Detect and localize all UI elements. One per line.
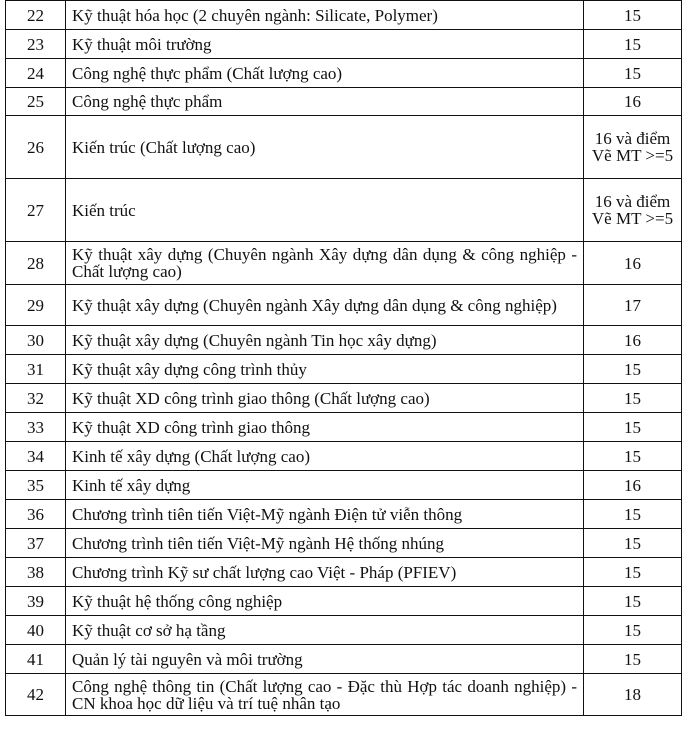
cutoff-score: 15 — [584, 1, 682, 30]
program-name: Kỹ thuật xây dựng (Chuyên ngành Xây dựng dân dụng & công nghiệp) — [66, 285, 584, 326]
admission-score-table — [5, 0, 682, 716]
table-row — [6, 587, 682, 616]
cutoff-score: 15 — [584, 587, 682, 616]
row-number: 37 — [6, 529, 66, 558]
row-number: 32 — [6, 384, 66, 413]
row-number: 38 — [6, 558, 66, 587]
table-row — [6, 413, 682, 442]
row-number: 35 — [6, 471, 66, 500]
program-name: Chương trình Kỹ sư chất lượng cao Việt - Pháp (PFIEV) — [66, 558, 584, 587]
row-number: 42 — [6, 674, 66, 716]
program-name: Kỹ thuật xây dựng (Chuyên ngành Xây dựng dân dụng & công nghiệp - Chất lượng cao) — [66, 242, 584, 285]
cutoff-score: 15 — [584, 558, 682, 587]
row-number: 34 — [6, 442, 66, 471]
row-number: 24 — [6, 59, 66, 88]
cutoff-score: 15 — [584, 529, 682, 558]
row-number: 36 — [6, 500, 66, 529]
cutoff-score: 15 — [584, 500, 682, 529]
row-number: 25 — [6, 88, 66, 116]
row-number: 39 — [6, 587, 66, 616]
table-row — [6, 529, 682, 558]
program-name: Quản lý tài nguyên và môi trường — [66, 645, 584, 674]
table-row — [6, 500, 682, 529]
table-row — [6, 116, 682, 179]
table-row — [6, 326, 682, 355]
program-name: Công nghệ thực phẩm (Chất lượng cao) — [66, 59, 584, 88]
cutoff-score: 16 — [584, 471, 682, 500]
table-row — [6, 179, 682, 242]
table-row — [6, 384, 682, 413]
cutoff-score: 15 — [584, 645, 682, 674]
program-name: Kiến trúc — [66, 179, 584, 242]
row-number: 22 — [6, 1, 66, 30]
table-row — [6, 471, 682, 500]
program-name: Kinh tế xây dựng — [66, 471, 584, 500]
table-row — [6, 1, 682, 30]
table-row — [6, 558, 682, 587]
cutoff-score: 16 và điểm Vẽ MT >=5 — [584, 116, 682, 179]
table-row — [6, 674, 682, 716]
program-name: Kinh tế xây dựng (Chất lượng cao) — [66, 442, 584, 471]
row-number: 30 — [6, 326, 66, 355]
row-number: 40 — [6, 616, 66, 645]
cutoff-score: 15 — [584, 442, 682, 471]
row-number: 31 — [6, 355, 66, 384]
table-row — [6, 285, 682, 326]
cutoff-score: 15 — [584, 30, 682, 59]
table-row — [6, 242, 682, 285]
cutoff-score: 15 — [584, 413, 682, 442]
table-row — [6, 30, 682, 59]
program-name: Chương trình tiên tiến Việt-Mỹ ngành Điện tử viễn thông — [66, 500, 584, 529]
table-row — [6, 355, 682, 384]
row-number: 29 — [6, 285, 66, 326]
program-name: Kỹ thuật xây dựng công trình thủy — [66, 355, 584, 384]
program-name: Kỹ thuật cơ sở hạ tầng — [66, 616, 584, 645]
table-row — [6, 645, 682, 674]
program-name: Kỹ thuật môi trường — [66, 30, 584, 59]
cutoff-score: 17 — [584, 285, 682, 326]
cutoff-score: 16 — [584, 326, 682, 355]
table-row — [6, 88, 682, 116]
cutoff-score: 15 — [584, 59, 682, 88]
cutoff-score: 18 — [584, 674, 682, 716]
cutoff-score: 16 và điểm Vẽ MT >=5 — [584, 179, 682, 242]
row-number: 41 — [6, 645, 66, 674]
program-name: Kỹ thuật XD công trình giao thông (Chất lượng cao) — [66, 384, 584, 413]
row-number: 26 — [6, 116, 66, 179]
program-name: Chương trình tiên tiến Việt-Mỹ ngành Hệ thống nhúng — [66, 529, 584, 558]
cutoff-score: 16 — [584, 88, 682, 116]
cutoff-score: 15 — [584, 616, 682, 645]
program-name: Kỹ thuật hóa học (2 chuyên ngành: Silicate, Polymer) — [66, 1, 584, 30]
program-name: Kỹ thuật xây dựng (Chuyên ngành Tin học xây dựng) — [66, 326, 584, 355]
cutoff-score: 16 — [584, 242, 682, 285]
program-name: Công nghệ thông tin (Chất lượng cao - Đặc thù Hợp tác doanh nghiệp) - CN khoa học dữ liệu và trí tuệ nhân tạo — [66, 674, 584, 716]
program-name: Công nghệ thực phẩm — [66, 88, 584, 116]
program-name: Kỹ thuật hệ thống công nghiệp — [66, 587, 584, 616]
program-name: Kỹ thuật XD công trình giao thông — [66, 413, 584, 442]
row-number: 33 — [6, 413, 66, 442]
table-row — [6, 616, 682, 645]
row-number: 27 — [6, 179, 66, 242]
table-row — [6, 442, 682, 471]
cutoff-score: 15 — [584, 384, 682, 413]
program-name: Kiến trúc (Chất lượng cao) — [66, 116, 584, 179]
cutoff-score: 15 — [584, 355, 682, 384]
table-row — [6, 59, 682, 88]
row-number: 28 — [6, 242, 66, 285]
row-number: 23 — [6, 30, 66, 59]
